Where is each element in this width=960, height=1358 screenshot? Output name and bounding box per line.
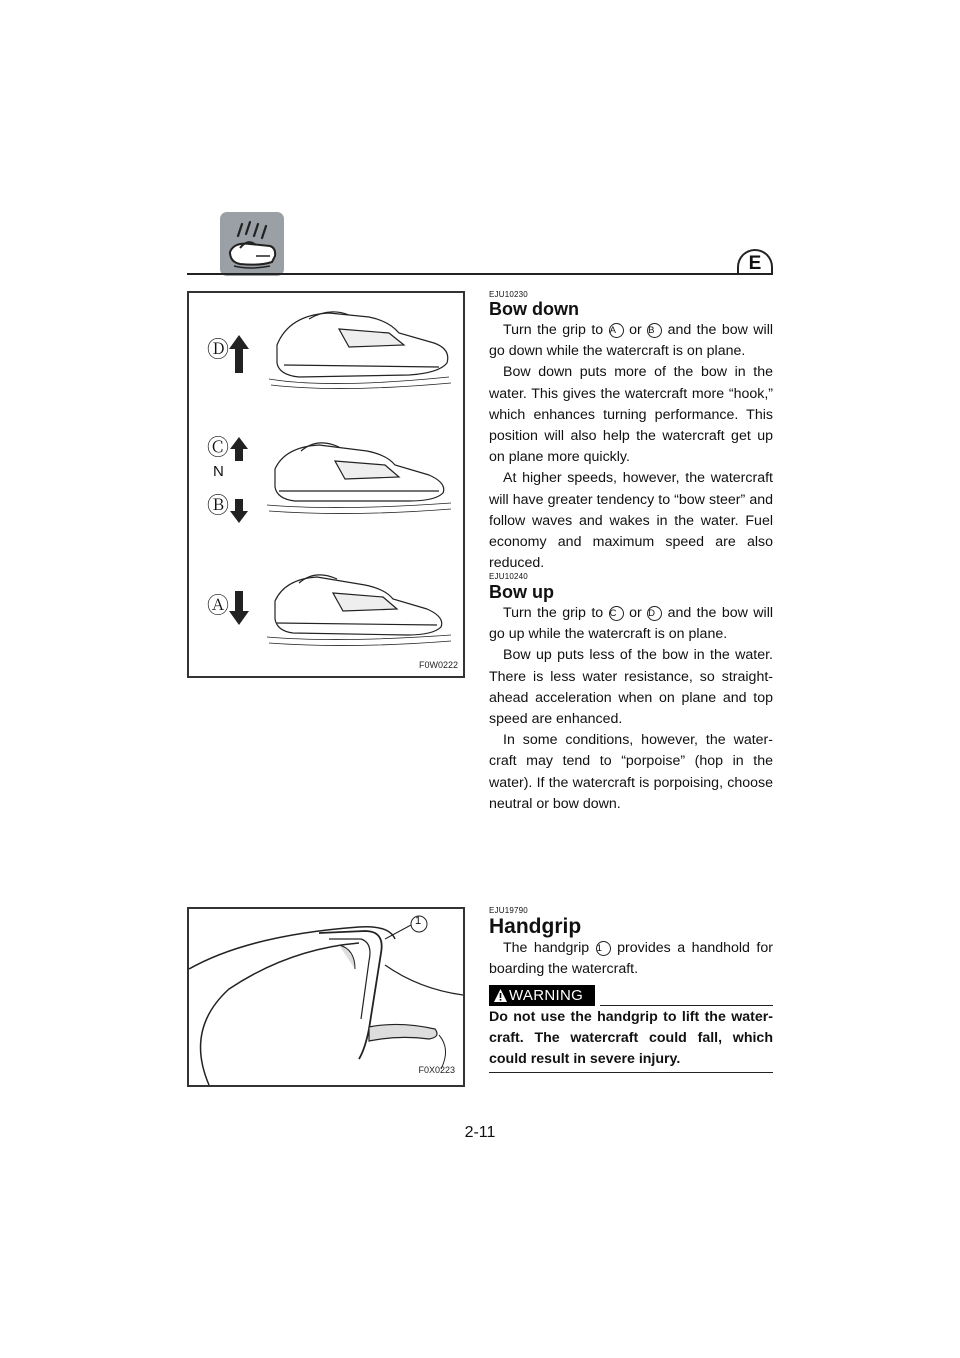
paragraph: At higher speeds, however, the watercraft will have greater tendency to “bow steer” and follow waves and wakes in the water. Fuel economy and maximum speed are also reduced.: [489, 470, 773, 572]
arrow-up-large-icon: [229, 335, 249, 373]
paragraph: The handgrip 1 provides a handhold for boarding the watercraft.: [489, 940, 773, 978]
warning-text: Do not use the handgrip to lift the water-craft. The watercraft could fall, which could result in severe injury.: [489, 1009, 773, 1068]
warning-rule-bottom: [489, 1072, 773, 1073]
mark-c: C: [609, 606, 624, 621]
arrow-up-small-icon: [230, 437, 248, 461]
label-a: Ⓐ: [207, 593, 230, 618]
watercraft-logo-icon: [220, 212, 284, 276]
handgrip-body: [489, 938, 773, 980]
label-n: N: [213, 463, 224, 480]
trim-positions-figure: [187, 291, 465, 678]
warning-triangle-icon: [493, 988, 508, 1003]
figure-code: F0X0223: [418, 1065, 455, 1075]
warning-badge: [489, 985, 595, 1006]
mark-b: B: [647, 323, 662, 338]
mark-a: A: [609, 323, 624, 338]
paragraph: Turn the grip to A or B and the bow will go down while the watercraft is on plane.: [489, 322, 774, 360]
mark-1: 1: [596, 941, 611, 956]
section-code: EJU19790: [489, 906, 528, 915]
handgrip-figure: [187, 907, 465, 1087]
warning-rule-top: [600, 1005, 773, 1006]
label-d: Ⓓ: [207, 337, 230, 362]
callout-1: 1: [415, 915, 422, 927]
label-c: Ⓒ: [207, 435, 230, 460]
mark-d: D: [647, 606, 662, 621]
page-number: 2-11: [464, 1124, 496, 1141]
section-code: EJU10240: [489, 572, 528, 581]
language-badge: E: [737, 249, 773, 273]
section-title: Bow down: [489, 299, 579, 319]
header-rule: [187, 273, 773, 275]
section-title: Bow up: [489, 582, 554, 602]
bow-down-body: [489, 320, 773, 574]
section-code: EJU10230: [489, 290, 528, 299]
watercraft-illustration-top: [269, 312, 451, 389]
watercraft-illustration-bottom: [267, 575, 451, 646]
arrow-down-small-icon: [230, 499, 248, 523]
arrow-down-large-icon: [229, 591, 249, 625]
paragraph: Bow down puts more of the bow in the water. This gives the watercraft more “hook,” which enhances turning performance. This position will also help the watercraft get up on plane more quickly.: [489, 364, 773, 466]
section-title: Handgrip: [489, 915, 582, 938]
paragraph: Turn the grip to C or D and the bow will go up while the watercraft is on plane.: [489, 605, 774, 643]
figure-code: F0W0222: [418, 660, 458, 670]
paragraph: Bow up puts less of the bow in the water. There is less water resistance, so straight-ahead acceleration when on plane and top speed are enhanced.: [489, 647, 773, 728]
bow-up-body: [489, 603, 773, 815]
paragraph: In some conditions, however, the water-craft may tend to “porpoise” (hop in the water). If the watercraft is porpoising, choose neutral or bow down.: [489, 732, 773, 812]
warning-label: WARNING: [509, 987, 584, 1004]
label-b: Ⓑ: [207, 493, 230, 518]
watercraft-illustration-middle: [267, 443, 451, 514]
